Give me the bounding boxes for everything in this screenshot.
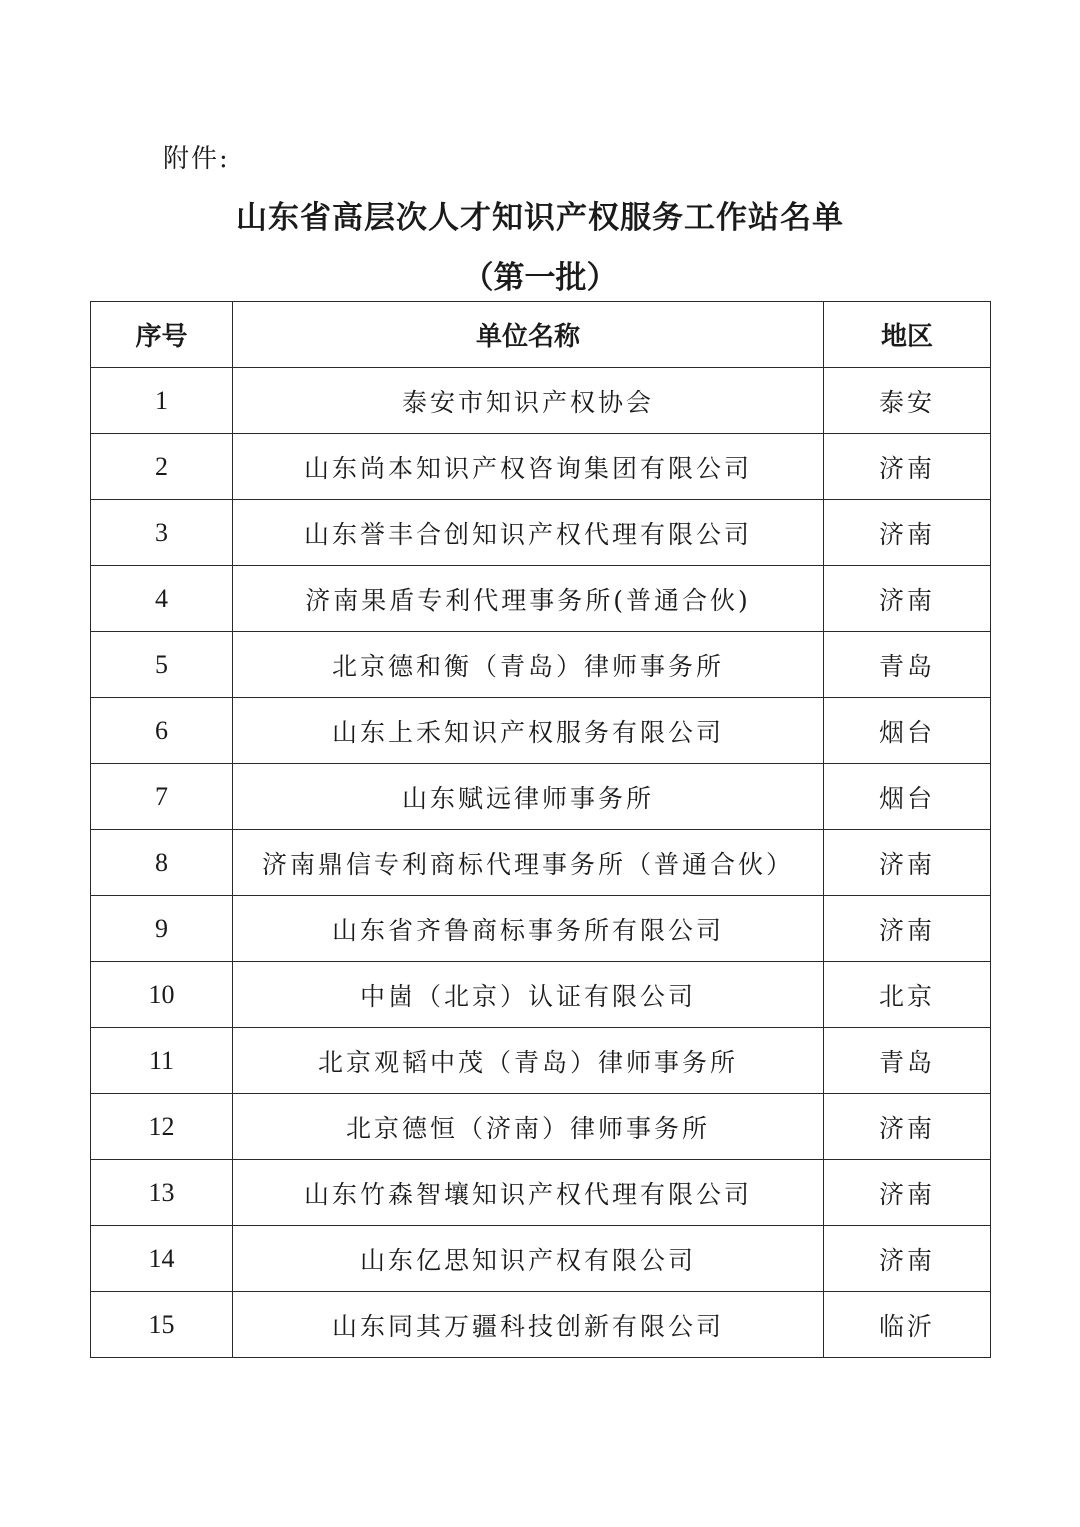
- table-row: [91, 698, 991, 764]
- table-row: [91, 434, 991, 500]
- cell-region: 北京: [824, 962, 991, 1028]
- cell-unit-name: 山东同其万疆科技创新有限公司: [233, 1292, 824, 1358]
- cell-unit-name: 山东省齐鲁商标事务所有限公司: [233, 896, 824, 962]
- cell-unit-name: 山东亿思知识产权有限公司: [233, 1226, 824, 1292]
- document-title: 山东省高层次人才知识产权服务工作站名单: [236, 200, 844, 236]
- cell-unit-name: 济南鼎信专利商标代理事务所（普通合伙）: [233, 830, 824, 896]
- table-row: [91, 1226, 991, 1292]
- cell-serial-number: 7: [91, 764, 233, 830]
- cell-unit-name: 北京德恒（济南）律师事务所: [233, 1094, 824, 1160]
- cell-region: 济南: [824, 500, 991, 566]
- table-row: [91, 500, 991, 566]
- cell-region: 济南: [824, 1160, 991, 1226]
- table-row: [91, 962, 991, 1028]
- cell-region: 烟台: [824, 698, 991, 764]
- cell-unit-name: 山东尚本知识产权咨询集团有限公司: [233, 434, 824, 500]
- cell-region: 济南: [824, 830, 991, 896]
- cell-region: 济南: [824, 896, 991, 962]
- cell-region: 济南: [824, 1094, 991, 1160]
- cell-serial-number: 12: [91, 1094, 233, 1160]
- cell-serial-number: 4: [91, 566, 233, 632]
- cell-serial-number: 14: [91, 1226, 233, 1292]
- table-row: [91, 566, 991, 632]
- attachment-label: 附件:: [163, 144, 230, 174]
- header-serial-number: 序号: [91, 302, 233, 368]
- cell-unit-name: 山东誉丰合创知识产权代理有限公司: [233, 500, 824, 566]
- cell-unit-name: 中崮（北京）认证有限公司: [233, 962, 824, 1028]
- table-row: [91, 1292, 991, 1358]
- cell-serial-number: 1: [91, 368, 233, 434]
- cell-region: 青岛: [824, 1028, 991, 1094]
- cell-serial-number: 15: [91, 1292, 233, 1358]
- cell-region: 烟台: [824, 764, 991, 830]
- cell-serial-number: 10: [91, 962, 233, 1028]
- header-region: 地区: [824, 302, 991, 368]
- cell-region: 济南: [824, 1226, 991, 1292]
- cell-serial-number: 8: [91, 830, 233, 896]
- table-row: [91, 1094, 991, 1160]
- cell-serial-number: 6: [91, 698, 233, 764]
- cell-serial-number: 9: [91, 896, 233, 962]
- table-row: [91, 896, 991, 962]
- table-row: [91, 764, 991, 830]
- cell-serial-number: 13: [91, 1160, 233, 1226]
- cell-serial-number: 11: [91, 1028, 233, 1094]
- cell-region: 泰安: [824, 368, 991, 434]
- cell-unit-name: 济南果盾专利代理事务所(普通合伙): [233, 566, 824, 632]
- cell-region: 济南: [824, 566, 991, 632]
- table-row: [91, 830, 991, 896]
- table-header-row: [91, 302, 991, 368]
- cell-serial-number: 5: [91, 632, 233, 698]
- cell-region: 济南: [824, 434, 991, 500]
- header-unit-name: 单位名称: [233, 302, 824, 368]
- cell-unit-name: 泰安市知识产权协会: [233, 368, 824, 434]
- cell-unit-name: 山东上禾知识产权服务有限公司: [233, 698, 824, 764]
- table-row: [91, 1160, 991, 1226]
- table-row: [91, 632, 991, 698]
- workstation-table: [90, 301, 991, 1358]
- cell-unit-name: 山东赋远律师事务所: [233, 764, 824, 830]
- cell-region: 青岛: [824, 632, 991, 698]
- cell-unit-name: 北京德和衡（青岛）律师事务所: [233, 632, 824, 698]
- table-row: [91, 1028, 991, 1094]
- cell-unit-name: 山东竹森智壤知识产权代理有限公司: [233, 1160, 824, 1226]
- table-row: [91, 368, 991, 434]
- cell-serial-number: 3: [91, 500, 233, 566]
- cell-serial-number: 2: [91, 434, 233, 500]
- cell-region: 临沂: [824, 1292, 991, 1358]
- cell-unit-name: 北京观韬中茂（青岛）律师事务所: [233, 1028, 824, 1094]
- document-subtitle: （第一批）: [462, 260, 618, 296]
